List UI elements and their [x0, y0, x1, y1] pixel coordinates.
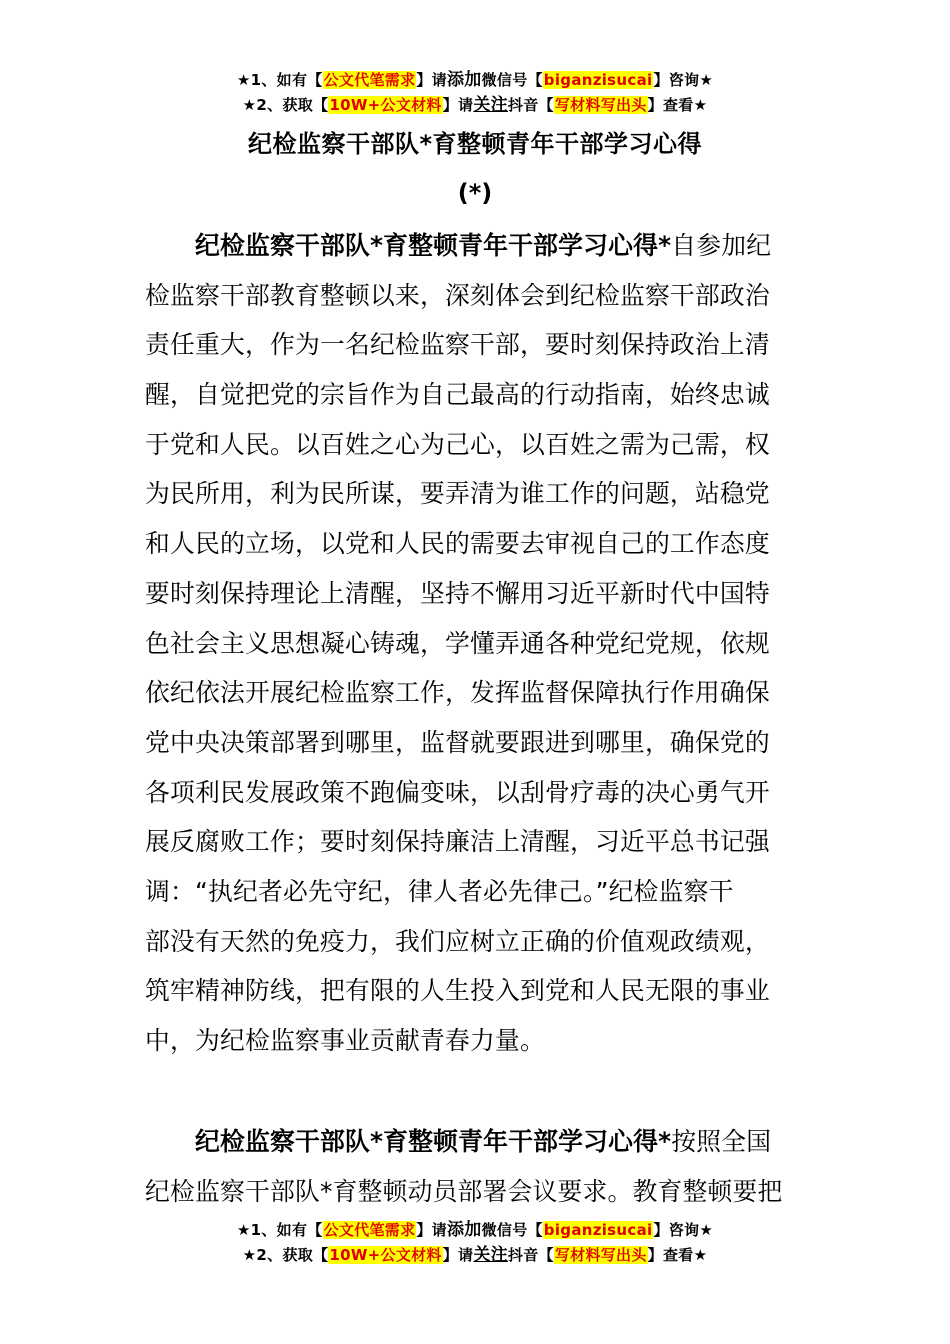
paragraph-1: [145, 221, 807, 1066]
banner-text: ★1、如有【: [236, 1221, 323, 1239]
paragraph-line: 醒，自觉把党的宗旨作为自己最高的行动指南，始终忠诚: [145, 380, 770, 410]
paragraph-line: 各项利民发展政策不跑偏变味，以刮骨疗毒的决心勇气开: [145, 777, 770, 807]
banner-text: ★2、获取【: [242, 1246, 329, 1264]
paragraph-line: 展反腐败工作；要时刻保持廉洁上清醒，习近平总书记强: [145, 827, 770, 857]
paragraph-line: 依纪依法开展纪检监察工作，发挥监督保障执行作用确保: [145, 678, 770, 708]
paragraph-line: 于党和人民。以百姓之心为己心，以百姓之需为己需，权: [145, 429, 770, 459]
paragraph-text: 按照全国: [671, 1127, 772, 1156]
wechat-id-highlight: biganzisucai: [543, 71, 653, 89]
banner-text: 微信号【: [481, 71, 543, 89]
highlight-text: 公文代笔需求: [323, 71, 416, 89]
paragraph-line: 责任重大，作为一名纪检监察干部，要时刻保持政治上清: [145, 330, 770, 360]
paragraph-line: 中，为纪检监察事业贡献青春力量。: [145, 1026, 545, 1055]
paragraph-line: 党中央决策部署到哪里，监督就要跟进到哪里，确保党的: [145, 727, 770, 757]
banner-line-1: [0, 68, 950, 93]
paragraph-line: 色社会主义思想凝心铸魂，学懂弄通各种党纪党规，依规: [145, 628, 770, 658]
paragraph-line: 和人民的立场，以党和人民的需要去审视自己的工作态度: [145, 529, 770, 559]
paragraph-line: 要时刻保持理论上清醒，坚持不懈用习近平新时代中国特: [145, 578, 770, 608]
banner-line-2: [0, 1243, 950, 1268]
banner-text: 】咨询★: [653, 71, 714, 89]
paragraph-line: 纪检监察干部队*育整顿动员部署会议要求。教育整顿要把: [145, 1176, 783, 1206]
banner-text: 抖音【: [507, 1246, 554, 1264]
paragraph-first-line: [145, 1117, 807, 1167]
emphasis-text: 关注: [473, 95, 508, 115]
highlight-text: 10W+公文材料: [329, 1246, 442, 1264]
banner-text: 微信号【: [481, 1221, 543, 1239]
emphasis-text: 关注: [473, 1245, 508, 1265]
header-banner: [0, 68, 950, 118]
banner-text: 抖音【: [507, 96, 554, 114]
paragraph-lead: 纪检监察干部队*育整顿青年干部学习心得*: [195, 231, 672, 260]
paragraph-line: 调：“执纪者必先守纪，律人者必先律己。”纪检监察干: [145, 876, 734, 906]
paragraph-line: 检监察干部教育整顿以来，深刻体会到纪检监察干部政治: [145, 280, 770, 310]
paragraph-line: 筑牢精神防线，把有限的人生投入到党和人民无限的事业: [145, 976, 770, 1006]
paragraph-line: 部没有天然的免疫力，我们应树立正确的价值观政绩观，: [145, 926, 770, 956]
paragraph-first-line: [145, 221, 807, 271]
highlight-text: 10W+公文材料: [329, 96, 442, 114]
douyin-id-highlight: 写材料写出头: [554, 1246, 647, 1264]
paragraph-line: 为民所用，利为民所谋，要弄清为谁工作的问题，站稳党: [145, 479, 770, 509]
banner-text: ★2、获取【: [242, 96, 329, 114]
document-title: 纪检监察干部队*育整顿青年干部学习心得: [247, 130, 703, 158]
paragraph-text: 自参加纪: [671, 231, 772, 260]
banner-text: 】请: [442, 96, 474, 114]
banner-text: ★1、如有【: [236, 71, 323, 89]
footer-banner: [0, 1218, 950, 1268]
paragraph-2: [145, 1117, 807, 1216]
banner-line-2: [0, 93, 950, 118]
banner-text: 】请: [442, 1246, 474, 1264]
douyin-id-highlight: 写材料写出头: [554, 96, 647, 114]
banner-text: 】请: [416, 1221, 447, 1239]
emphasis-text: 添加: [446, 70, 482, 90]
banner-text: 】咨询★: [653, 1221, 714, 1239]
document-subtitle: (*): [457, 179, 493, 207]
wechat-id-highlight: biganzisucai: [543, 1221, 653, 1239]
banner-text: 】请: [416, 71, 447, 89]
banner-text: 】查看★: [647, 96, 708, 114]
highlight-text: 公文代笔需求: [323, 1221, 416, 1239]
paragraph-lead: 纪检监察干部队*育整顿青年干部学习心得*: [195, 1127, 672, 1156]
emphasis-text: 添加: [446, 1220, 482, 1240]
banner-text: 】查看★: [647, 1246, 708, 1264]
banner-line-1: [0, 1218, 950, 1243]
